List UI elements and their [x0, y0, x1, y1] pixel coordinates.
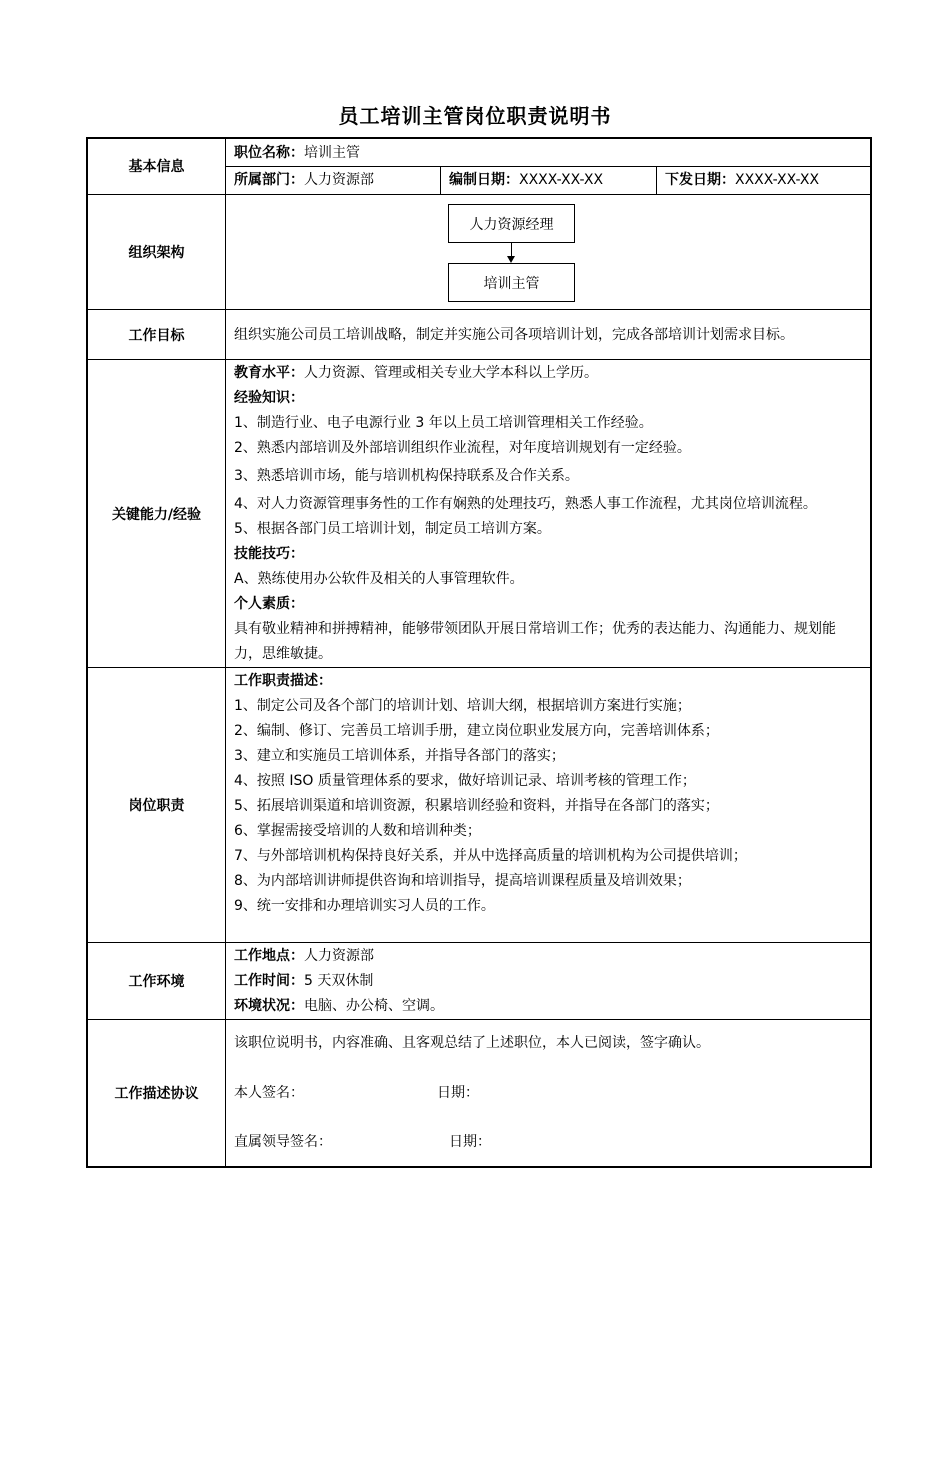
label-duties: 岗位职责 — [128, 798, 185, 814]
education-value: 人力资源、管理或相关专业大学本科以上学历。 — [304, 365, 598, 381]
position-name-label: 职位名称： — [234, 145, 304, 161]
leader-signature: 直属领导签名： — [234, 1134, 332, 1150]
position-name-value: 培训主管 — [304, 145, 360, 161]
label-org-structure: 组织架构 — [128, 245, 185, 261]
org-box-parent: 人力资源经理 — [448, 204, 575, 243]
label-agreement: 工作描述协议 — [114, 1086, 199, 1102]
duties-heading: 工作职责描述： — [234, 673, 332, 689]
department — [234, 168, 374, 193]
skills-item: A、熟练使用办公软件及相关的人事管理软件。 — [234, 571, 524, 587]
compile-date-label: 编制日期： — [449, 172, 519, 188]
issue-date-label: 下发日期： — [665, 172, 735, 188]
column-divider — [225, 138, 226, 1166]
experience-item: 5、根据各部门员工培训计划，制定员工培训方案。 — [234, 521, 551, 537]
org-connector-arrow — [507, 256, 515, 263]
label-basic-info: 基本信息 — [128, 159, 185, 175]
education — [234, 361, 598, 386]
agreement-statement: 该职位说明书，内容准确、且客观总结了上述职位，本人已阅读，签字确认。 — [234, 1035, 710, 1051]
quality-text-line2: 力，思维敏捷。 — [234, 646, 332, 662]
compile-date — [449, 168, 603, 193]
duty-item: 8、为内部培训讲师提供咨询和培训指导，提高培训课程质量及培训效果； — [234, 873, 691, 889]
duty-item: 6、掌握需接受培训的人数和培训种类； — [234, 823, 481, 839]
position-name — [234, 141, 360, 166]
leader-date: 日期： — [449, 1134, 491, 1150]
experience-item: 4、对人力资源管理事务性的工作有娴熟的处理技巧，熟悉人事工作流程，尤其岗位培训流程。 — [234, 496, 817, 512]
org-box-child: 培训主管 — [448, 263, 575, 302]
duty-item: 2、编制、修订、完善员工培训手册，建立岗位职业发展方向，完善培训体系； — [234, 723, 719, 739]
work-condition-label: 环境状况： — [234, 998, 304, 1014]
experience-item: 3、熟悉培训市场，能与培训机构保持联系及合作关系。 — [234, 468, 579, 484]
column-divider — [440, 166, 441, 194]
duty-item: 5、拓展培训渠道和培训资源，积累培训经验和资料，并指导在各部门的落实； — [234, 798, 719, 814]
work-goal-text: 组织实施公司员工培训战略，制定并实施公司各项培训计划，完成各部培训计划需求目标。 — [234, 327, 794, 343]
label-work-goal: 工作目标 — [128, 327, 185, 344]
work-condition — [234, 994, 444, 1019]
duty-item: 1、制定公司及各个部门的培训计划、培训大纲，根据培训方案进行实施； — [234, 698, 691, 714]
work-time — [234, 969, 373, 994]
skills-label: 技能技巧： — [234, 546, 304, 562]
label-work-environment: 工作环境 — [128, 974, 185, 990]
department-label: 所属部门： — [234, 172, 304, 188]
duty-item: 7、与外部培训机构保持良好关系，并从中选择高质量的培训机构为公司提供培训； — [234, 848, 747, 864]
experience-label: 经验知识： — [234, 390, 304, 406]
row-divider — [225, 166, 871, 167]
page-title: 员工培训主管岗位职责说明书 — [338, 104, 612, 128]
duty-item: 4、按照 ISO 质量管理体系的要求，做好培训记录、培训考核的管理工作； — [234, 773, 696, 789]
issue-date — [665, 168, 819, 193]
experience-item: 1、制造行业、电子电源行业 3 年以上员工培训管理相关工作经验。 — [234, 415, 653, 431]
work-place — [234, 944, 374, 969]
self-signature: 本人签名： — [234, 1085, 304, 1101]
duty-item: 3、建立和实施员工培训体系，并指导各部门的落实； — [234, 748, 565, 764]
column-divider — [656, 166, 657, 194]
duty-item: 9、统一安排和办理培训实习人员的工作。 — [234, 898, 495, 914]
issue-date-value: XXXX-XX-XX — [735, 172, 820, 188]
education-label: 教育水平： — [234, 365, 304, 381]
work-place-label: 工作地点： — [234, 948, 304, 964]
work-condition-value: 电脑、办公椅、空调。 — [304, 998, 444, 1014]
quality-label: 个人素质： — [234, 596, 304, 612]
department-value: 人力资源部 — [304, 172, 374, 188]
work-time-label: 工作时间： — [234, 973, 304, 989]
work-place-value: 人力资源部 — [304, 948, 374, 964]
self-date: 日期： — [437, 1085, 479, 1101]
label-key-ability: 关键能力/经验 — [111, 506, 202, 523]
org-connector-line — [511, 242, 512, 256]
quality-text-line1: 具有敬业精神和拼搏精神，能够带领团队开展日常培训工作；优秀的表达能力、沟通能力、规划能 — [234, 621, 836, 637]
experience-item: 2、熟悉内部培训及外部培训组织作业流程，对年度培训规划有一定经验。 — [234, 440, 691, 456]
work-time-value: 5 天双休制 — [304, 973, 374, 989]
compile-date-value: XXXX-XX-XX — [519, 172, 604, 188]
